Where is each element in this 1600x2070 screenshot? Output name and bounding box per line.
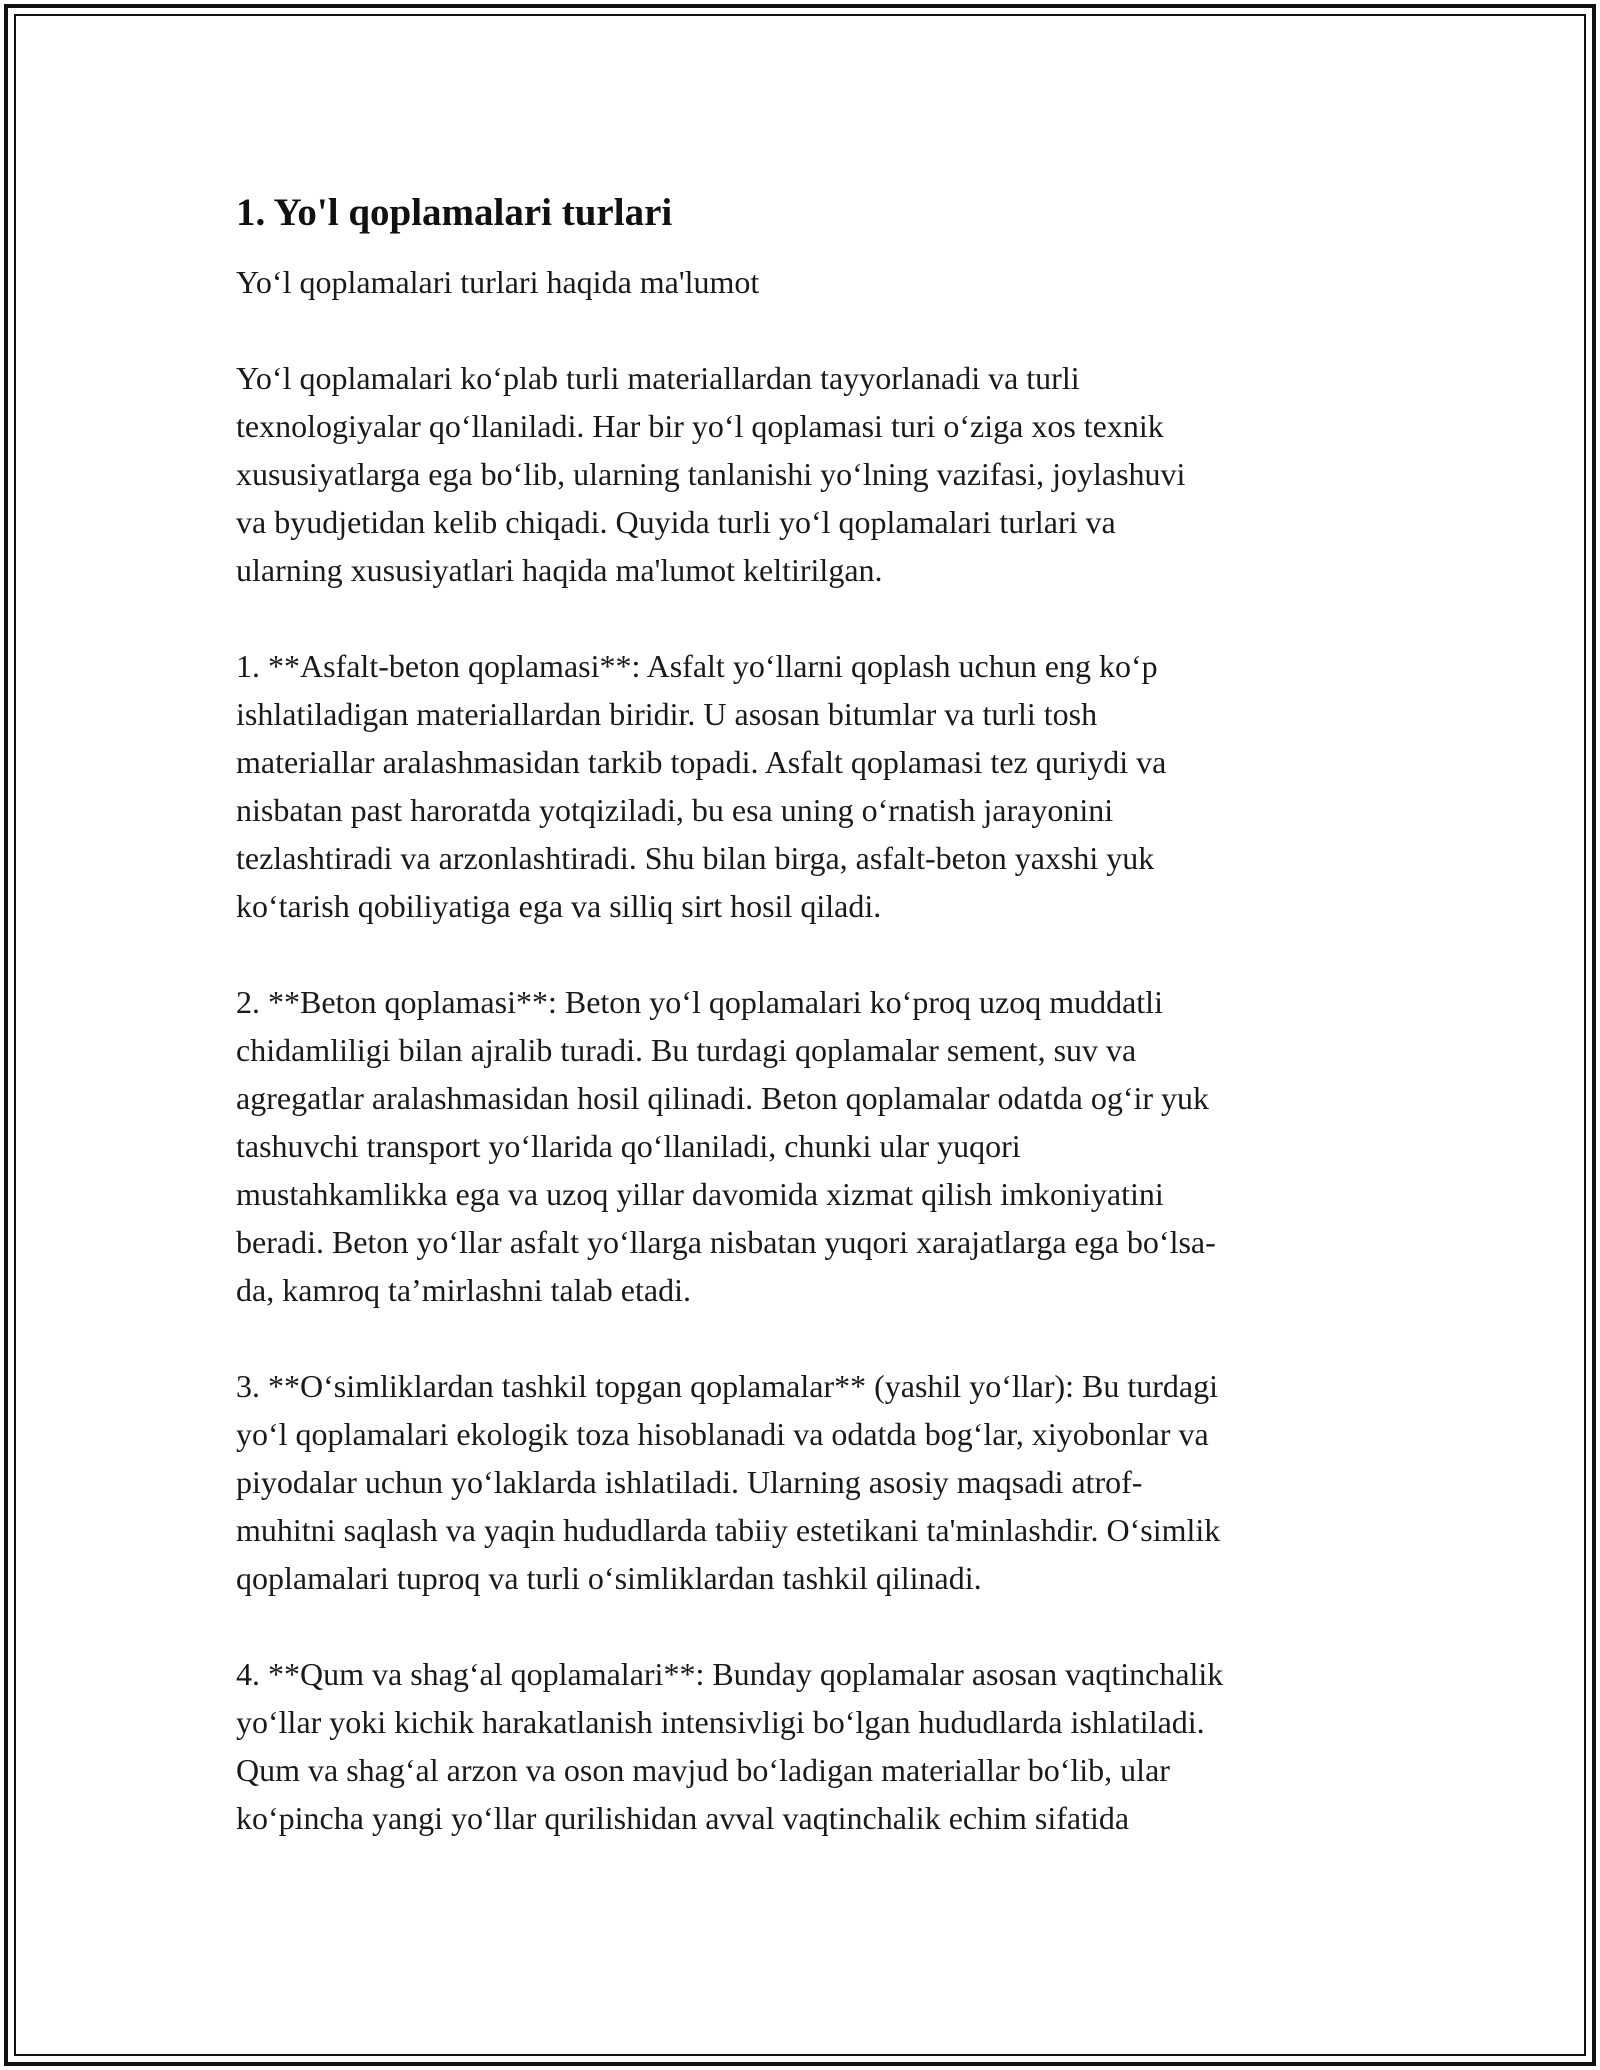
intro-paragraph [236, 354, 1386, 594]
text-line: texnologiyalar qo‘llaniladi. Har bir yo‘l qoplamasi turi o‘ziga xos texnik [236, 408, 1164, 444]
document-body [236, 188, 1386, 1890]
text-line: 4. **Qum va shag‘al qoplamalari**: Bunday qoplamalar asosan vaqtinchalik [236, 1656, 1224, 1692]
text-line: ularning xususiyatlari haqida ma'lumot keltirilgan. [236, 552, 883, 588]
paragraph-osimlik [236, 1362, 1386, 1602]
text-line: va byudjetidan kelib chiqadi. Quyida turli yo‘l qoplamalari turlari va [236, 504, 1116, 540]
text-line: da, kamroq ta’mirlashni talab etadi. [236, 1272, 691, 1308]
text-line: materiallar aralashmasidan tarkib topadi. Asfalt qoplamasi tez quriydi va [236, 744, 1167, 780]
paragraph-asfalt-beton [236, 642, 1386, 930]
text-line: muhitni saqlash va yaqin hududlarda tabiiy estetikani ta'minlashdir. O‘simlik [236, 1512, 1221, 1548]
text-line: qoplamalari tuproq va turli o‘simliklardan tashkil qilinadi. [236, 1560, 982, 1596]
text-line: Yo‘l qoplamalari ko‘plab turli materiallardan tayyorlanadi va turli [236, 360, 1080, 396]
text-line: xususiyatlarga ega bo‘lib, ularning tanlanishi yo‘lning vazifasi, joylashuvi [236, 456, 1186, 492]
paragraph-qum-shagal [236, 1650, 1386, 1842]
text-line: agregatlar aralashmasidan hosil qilinadi. Beton qoplamalar odatda og‘ir yuk [236, 1080, 1210, 1116]
text-line: ishlatiladigan materiallardan biridir. U asosan bitumlar va turli tosh [236, 696, 1098, 732]
text-line: tashuvchi transport yo‘llarida qo‘llaniladi, chunki ular yuqori [236, 1128, 1021, 1164]
text-line: nisbatan past haroratda yotqiziladi, bu esa uning o‘rnatish jarayonini [236, 792, 1114, 828]
text-line: yo‘llar yoki kichik harakatlanish intensivligi bo‘lgan hududlarda ishlatiladi. [236, 1704, 1205, 1740]
text-line: 1. **Asfalt-beton qoplamasi**: Asfalt yo‘llarni qoplash uchun eng ko‘p [236, 648, 1158, 684]
paragraph-beton [236, 978, 1386, 1314]
text-line: chidamliligi bilan ajralib turadi. Bu turdagi qoplamalar sement, suv va [236, 1032, 1137, 1068]
text-line: ko‘tarish qobiliyatiga ega va silliq sirt hosil qiladi. [236, 888, 882, 924]
text-line: 2. **Beton qoplamasi**: Beton yo‘l qoplamalari ko‘proq uzoq muddatli [236, 984, 1163, 1020]
text-line: ko‘pincha yangi yo‘llar qurilishidan avval vaqtinchalik echim sifatida [236, 1800, 1130, 1836]
text-line: 3. **O‘simliklardan tashkil topgan qoplamalar** (yashil yo‘llar): Bu turdagi [236, 1368, 1219, 1404]
text-line: tezlashtiradi va arzonlashtiradi. Shu bilan birga, asfalt-beton yaxshi yuk [236, 840, 1155, 876]
text-line: piyodalar uchun yo‘laklarda ishlatiladi. Ularning asosiy maqsadi atrof- [236, 1464, 1143, 1500]
text-line: beradi. Beton yo‘llar asfalt yo‘llarga nisbatan yuqori xarajatlarga ega bo‘lsa- [236, 1224, 1216, 1260]
document-subtitle: Yo‘l qoplamalari turlari haqida ma'lumot [236, 264, 760, 300]
document-title: 1. Yo'l qoplamalari turlari [236, 191, 673, 234]
text-line: yo‘l qoplamalari ekologik toza hisoblanadi va odatda bog‘lar, xiyobonlar va [236, 1416, 1209, 1452]
text-line: mustahkamlikka ega va uzoq yillar davomida xizmat qilish imkoniyatini [236, 1176, 1164, 1212]
text-line: Qum va shag‘al arzon va oson mavjud bo‘ladigan materiallar bo‘lib, ular [236, 1752, 1170, 1788]
